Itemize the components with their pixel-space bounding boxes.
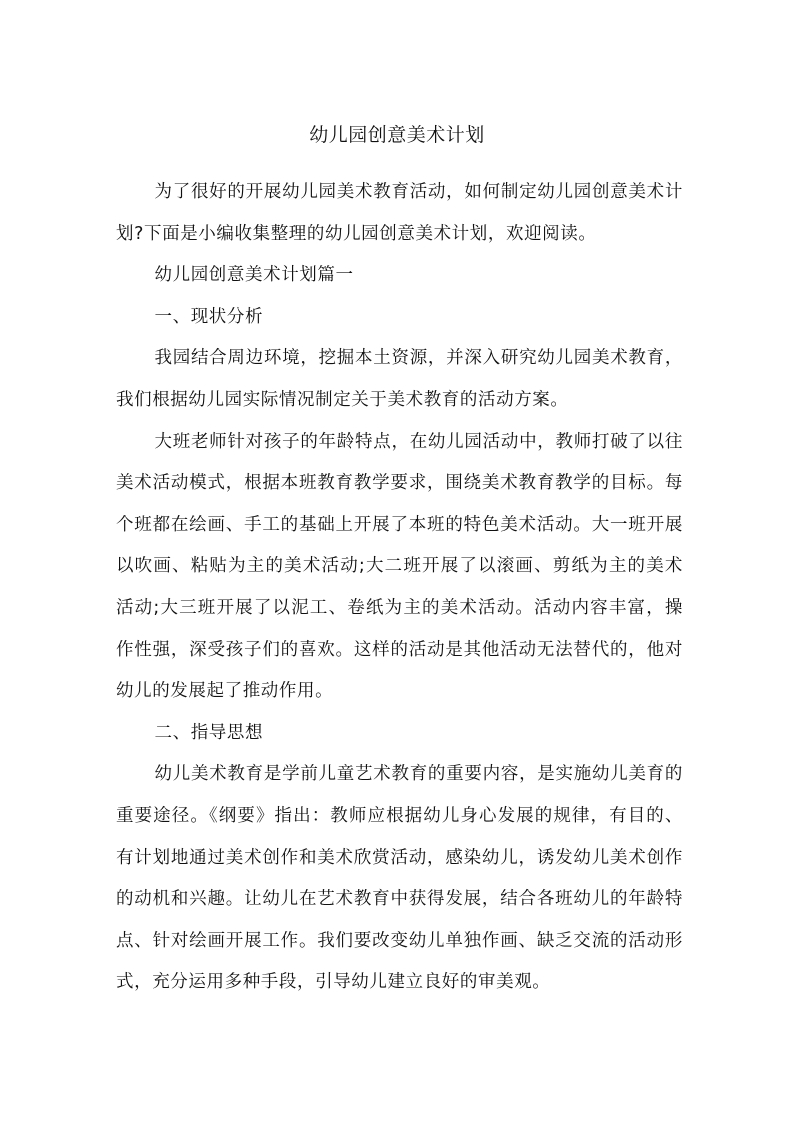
document-title: 幼儿园创意美术计划 (309, 124, 485, 146)
section-heading-guiding-ideas: 二、指导思想 (154, 722, 264, 743)
section-heading-part-one: 幼儿园创意美术计划篇一 (154, 265, 354, 286)
guiding-ideas-paragraph: 幼儿美术教育是学前儿童艺术教育的重要内容，是实施幼儿美育的重要途径。《纲要》指出：教师应根据幼儿身心发展的规律，有目的、有计划地通过美术创作和美术欣赏活动，感染幼儿，诱发幼儿美术创作的动机和兴趣。让幼儿在艺术教育中获得发展，结合各班幼儿的年龄特点、针对绘画开展工作。我们要改变幼儿单独作画、缺乏交流的活动形式，充分运用多种手段，引导幼儿建立良好的审美观。 (116, 764, 683, 993)
status-analysis-paragraph-1: 我园结合周边环境，挖掘本土资源，并深入研究幼儿园美术教育，我们根据幼儿园实际情况制定关于美术教育的活动方案。 (116, 348, 683, 410)
document-body (116, 172, 683, 1004)
intro-paragraph: 为了很好的开展幼儿园美术教育活动，如何制定幼儿园创意美术计划?下面是小编收集整理的幼儿园创意美术计划，欢迎阅读。 (116, 182, 683, 244)
status-analysis-paragraph-2: 大班老师针对孩子的年龄特点，在幼儿园活动中，教师打破了以往美术活动模式，根据本班教育教学要求，围绕美术教育教学的目标。每个班都在绘画、手工的基础上开展了本班的特色美术活动。大一班开展以吹画、粘贴为主的美术活动;大二班开展了以滚画、剪纸为主的美术活动;大三班开展了以泥工、卷纸为主的美术活动。活动内容丰富，操作性强，深受孩子们的喜欢。这样的活动是其他活动无法替代的，他对幼儿的发展起了推动作用。 (116, 431, 683, 702)
section-heading-status-analysis: 一、现状分析 (154, 306, 264, 327)
